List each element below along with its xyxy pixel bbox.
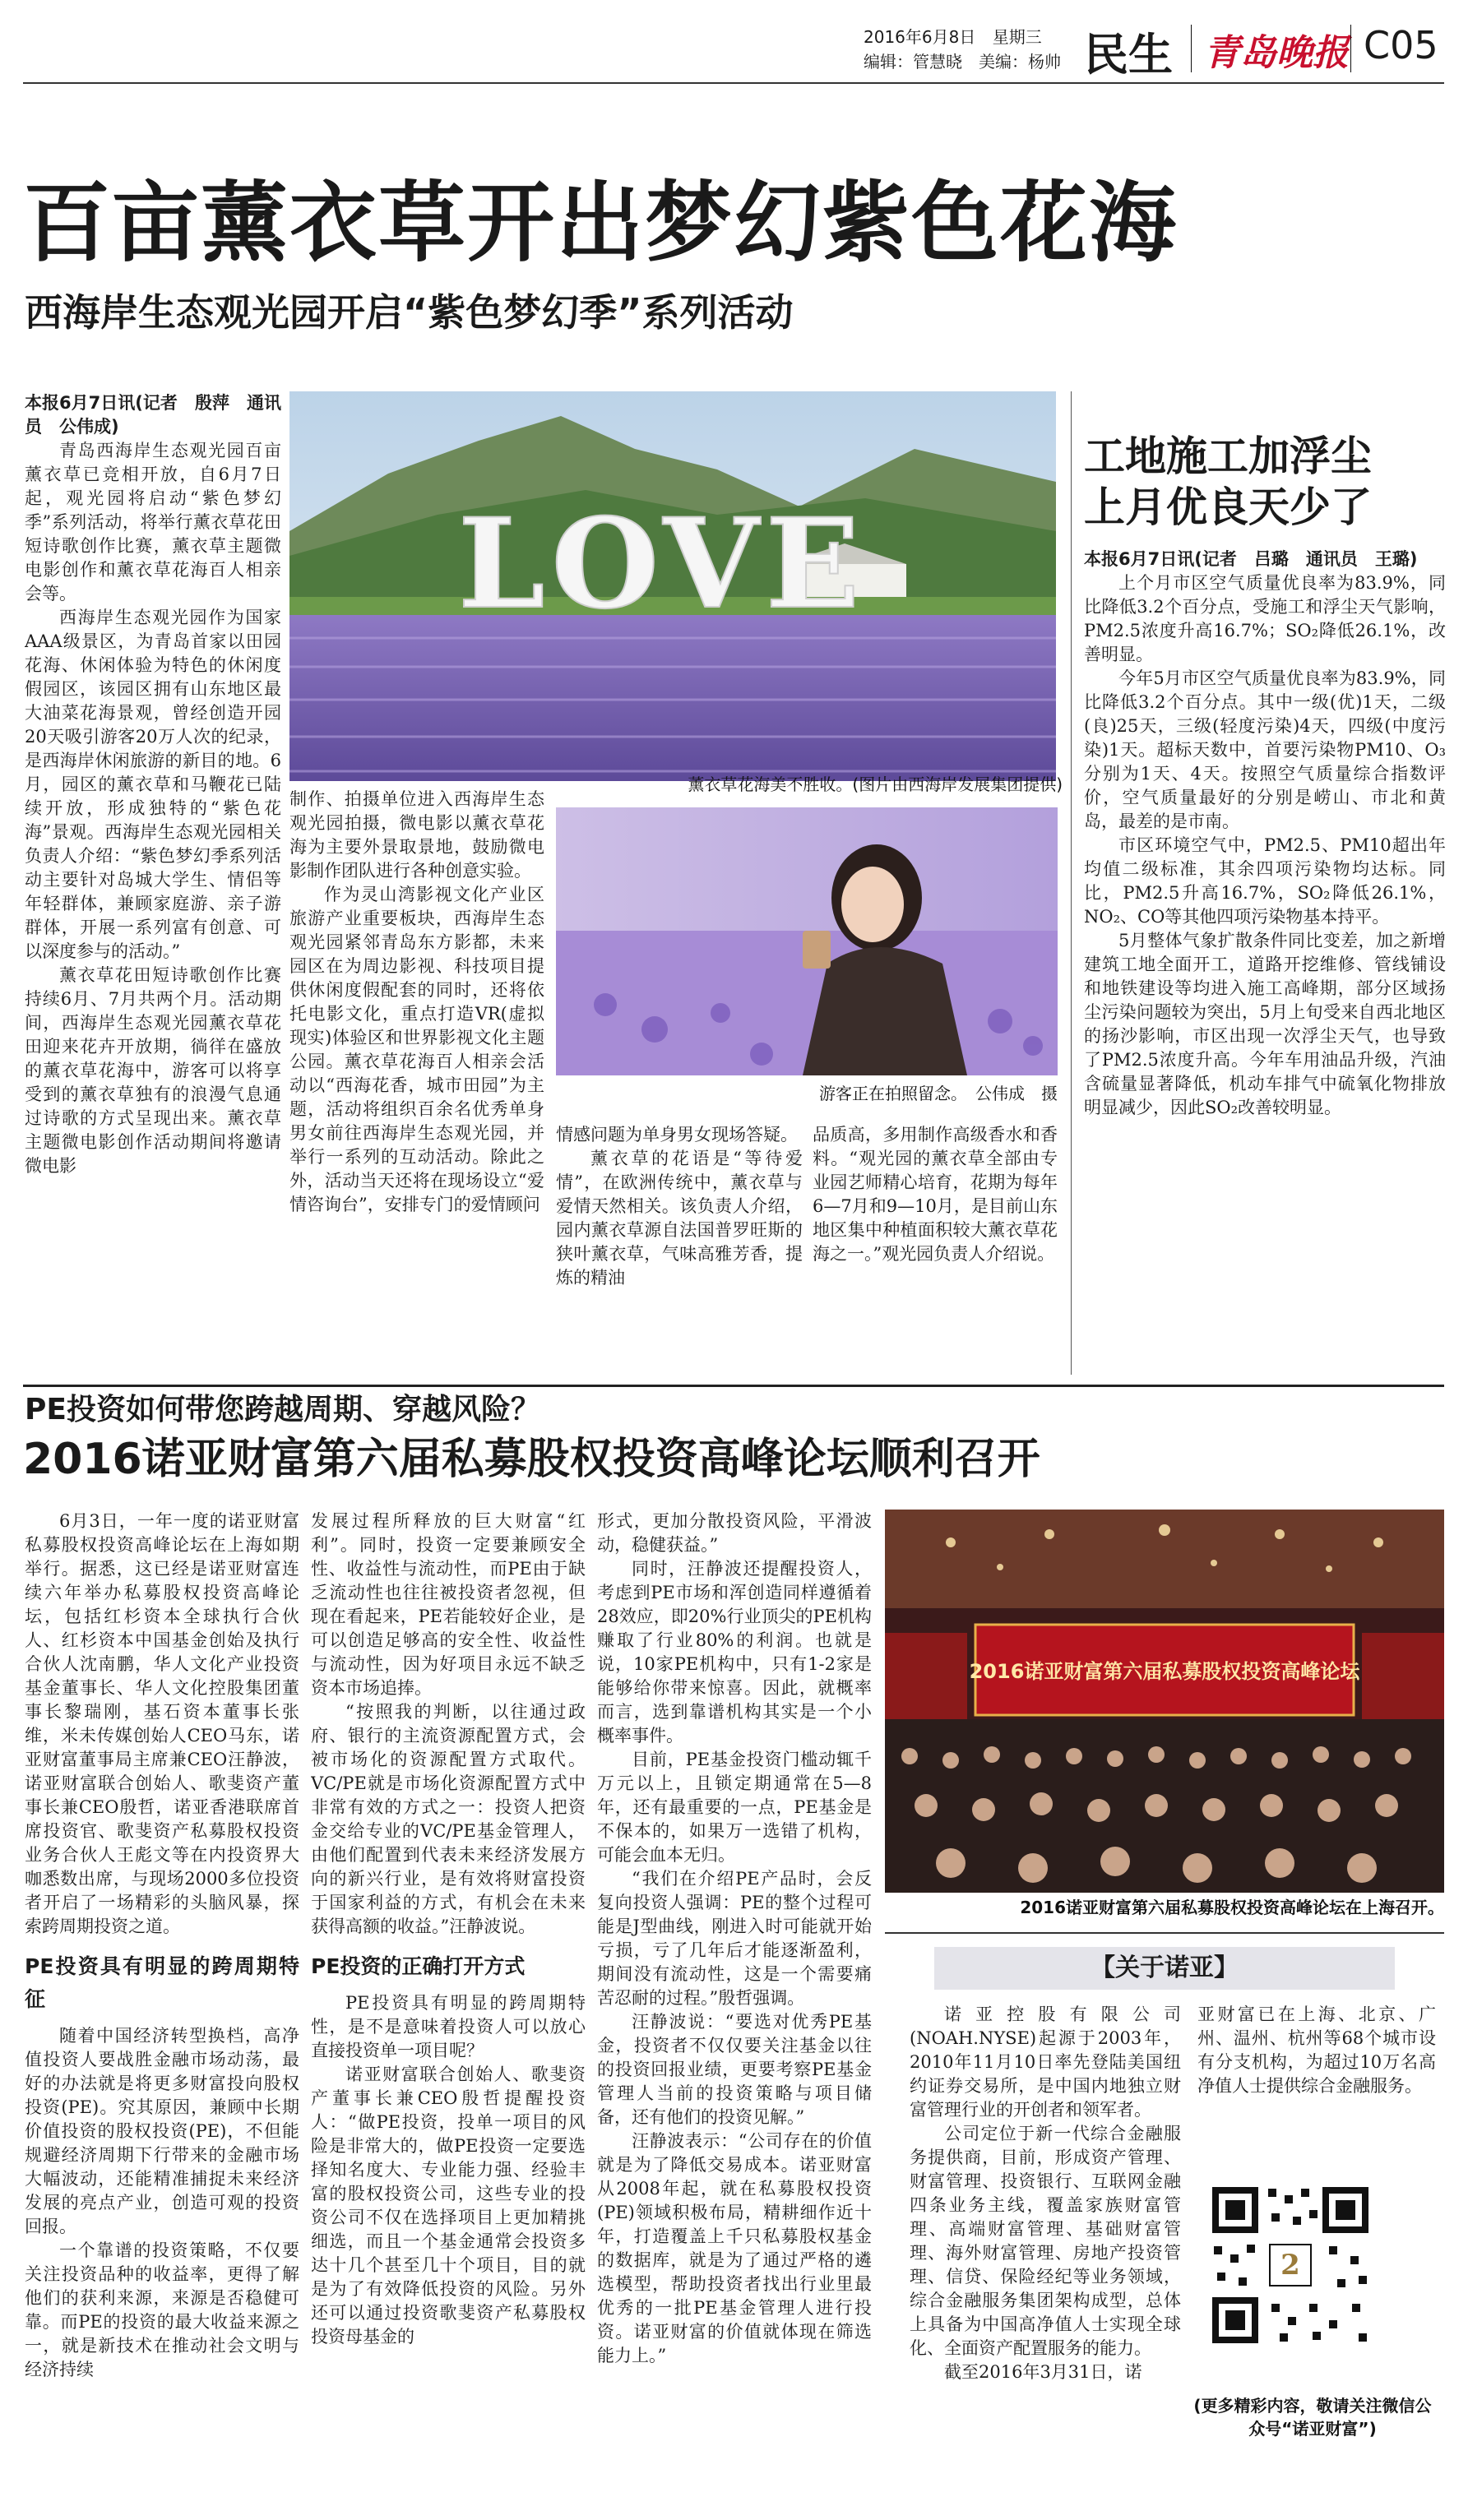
story3-column-1	[25, 1510, 299, 2496]
paragraph: 上个月市区空气质量优良率为83.9%，同比降低3.2个百分点，受施工和浮尘天气影响，PM2.5浓度升高16.7%；SO₂降低26.1%，改善明显。	[1084, 573, 1446, 664]
paragraph: 青岛西海岸生态观光园百亩薰衣草已竞相开放，自6月7日起，观光园将启动“紫色梦幻季”系列活动，将举行薰衣草花田短诗歌创作比赛，薰衣草主题微电影创作和薰衣草花海百人相亲会等。	[25, 441, 281, 603]
story3-subhead-1: PE投资具有明显的跨周期特征	[25, 1954, 299, 2011]
paragraph: 西海岸生态观光园作为国家AAA级景区，为青岛首家以田园花海、休闲体验为特色的休闲度假园区，该园区拥有山东地区最大油菜花海景观，曾经创造开园20天吸引游客20万人次的纪录，是西海岸休闲旅游的新目的地。6月，园区的薰衣草和马鞭花已陆续开放，形成独特的“紫色花海”景观。西海岸生态观光园相关负责人介绍：“紫色梦幻季系列活动主要针对岛城大学生、情侣等年轻群体，兼顾家庭游、亲子游群体，开展一系列富有创意、可以深度参与的活动。”	[25, 608, 281, 961]
forum-photo-caption: 2016诺亚财富第六届私募股权投资高峰论坛在上海召开。	[1020, 1898, 1444, 1917]
paragraph: “按照我的判断，以往通过政府、银行的主流资源配置方式，会被市场化的资源配置方式取代。VC/PE就是市场化资源配置方式中非常有效的方式之一：投资人把资金交给专业的VC/PE基金管理人，由他们配置到代表未来经济发展方向的新兴行业，是有效将财富投资于国家利益的方式，有机会在未来获得高额的收益。”汪静波说。	[311, 1702, 586, 1936]
story1-column-2	[289, 788, 544, 1380]
story2-headline	[1084, 431, 1446, 533]
tourist-photo	[556, 807, 1058, 1075]
column-divider	[1071, 391, 1072, 1375]
about-box	[885, 1932, 1444, 2501]
paragraph: 今年5月市区空气质量优良率为83.9%，同比降低3.2个百分点。其中一级(优)1天，二级(良)25天，三级(轻度污染)4天，四级(中度污染)1天。超标天数中，首要污染物PM10、O₃分别为1天、4天。按照空气质量综合指数评价，空气质量最好的分别是崂山、市北和黄岛，最差的是市南。	[1084, 668, 1446, 831]
story3-subhead-2: PE投资的正确打开方式	[311, 1954, 526, 1978]
paragraph: PE投资具有明显的跨周期特性，是不是意味着投资人可以放心直接投资单一项目呢？	[311, 1993, 586, 2060]
qr-code[interactable]	[1206, 2180, 1375, 2350]
paragraph: 汪静波表示：“公司存在的价值就是为了降低交易成本。诺亚财富从2008年起，就在私募股权投资(PE)领域积极布局，精耕细作近十年，打造覆盖上千只私募股权基金的数据库，就是为了通过严格的遴选模型，帮助投资者找出行业里最优秀的一批PE基金管理人进行投资。诺亚财富的价值就体现在筛选能力上。”	[597, 2131, 872, 2365]
paragraph: 诺亚财富联合创始人、歌斐资产董事长兼CEO殷哲提醒投资人：“做PE投资，投单一项目的风险是非常大的，做PE投资一定要选择知名度大、专业能力强、经验丰富的股权投资公司，这些专业的投资公司不仅在选择项目上更加精挑细选，而且一个基金通常会投资多达十几个甚至几十个项目，目的就是为了有效降低投资的风险。另外还可以通过投资歌斐资产私募股权投资母基金的	[311, 2065, 586, 2347]
photo1-caption: 薰衣草花海美不胜收。(图片由西海岸发展集团提供)	[688, 774, 1063, 794]
header-divider	[1191, 25, 1192, 72]
paragraph: 亚财富已在上海、北京、广州、温州、杭州等68个城市设有分支机构，为超过10万名高净值人士提供综合金融服务。	[1197, 2004, 1436, 2096]
forum-photo-illustration	[885, 1510, 1444, 1893]
tourist-photo-illustration	[556, 807, 1058, 1075]
header-divider-2	[1350, 25, 1351, 72]
lavender-field-illustration	[289, 391, 1056, 781]
forum-banner-text: 2016诺亚财富第六届私募股权投资高峰论坛	[969, 1660, 1360, 1683]
about-column-2	[1197, 2003, 1436, 2151]
header-date-block	[864, 25, 1061, 74]
story1-byline: 本报6月7日讯(记者 殷萍 通讯员 公伟成)	[25, 393, 281, 437]
paragraph: 随着中国经济转型换档，高净值投资人要战胜金融市场动荡，最好的办法就是将更多财富投向股权投资(PE)。究其原因，兼顾中长期价值投资的股权投资(PE)，不但能规避经济周期下行带来的金融市场大幅波动，还能精准捕捉未来经济发展的亮点产业，创造可观的投资回报。	[25, 2026, 299, 2236]
photo2-caption: 游客正在拍照留念。 公伟成 摄	[819, 1084, 1058, 1103]
paragraph: 一个靠谱的投资策略，不仅要关注投资品种的收益率，更得了解他们的获利来源，来源是否稳健可靠。而PE的投资的最大收益来源之一，就是新技术在推动社会文明与经济持续	[25, 2240, 299, 2379]
paragraph: 发展过程所释放的巨大财富“红利”。同时，投资一定要兼顾安全性、收益性与流动性，而PE由于缺乏流动性也往往被投资者忽视，但现在看起来，PE若能较好企业，是可以创造足够高的安全性、收益性与流动性，因为好项目永远不缺乏资本市场追捧。	[311, 1511, 586, 1698]
paragraph: 截至2016年3月31日，诺	[944, 2362, 1142, 2382]
paragraph: 目前，PE基金投资门槛动辄千万元以上，且锁定期通常在5—8年，还有最重要的一点，PE基金是不保本的，如果万一选错了机构，可能会血本无归。	[597, 1750, 872, 1865]
qr-code-icon	[1206, 2180, 1375, 2350]
paragraph: 同时，汪静波还提醒投资人，考虑到PE市场和浑创造同样遵循着28效应，即20%行业顶尖的PE机构赚取了行业80%的利润。也就是说，10家PE机构中，只有1-2家是能够给你带来惊喜。因此，就概率而言，选到靠谱机构其实是一个小概率事件。	[597, 1559, 872, 1746]
qr-caption: (更多精彩内容，敬请关注微信公众号“诺亚财富”)	[1193, 2396, 1432, 2439]
paragraph: 6月3日，一年一度的诺亚财富私募股权投资高峰论坛在上海如期举行。据悉，这已经是诺亚财富连续六年举办私募股权投资高峰论坛，包括红杉资本全球执行合伙人、红杉资本中国基金创始及执行合伙人沈南鹏，华人文化产业投资基金董事长、华人文化控股集团董事长黎瑞刚，基石资本董事长张维，米未传媒创始人CEO马东，诺亚财富董事局主席兼CEO汪静波，诺亚财富联合创始人、歌斐资产董事长兼CEO殷哲，诺亚香港联席首席投资官、歌斐资产私募股权投资业务合伙人王彪文等在内投资界大咖悉数出席，与现场2000多位投资者开启了一场精彩的头脑风暴，探索跨周期投资之道。	[25, 1511, 299, 1936]
paragraph: 制作、拍摄单位进入西海岸生态观光园拍摄，微电影以薰衣草花海为主要外景取景地，鼓励微电影制作团队进行各种创意实验。	[289, 789, 544, 881]
paragraph: “我们在介绍PE产品时，会反复向投资人强调：PE的整个过程可能是J型曲线，刚进入时可能就开始亏损，亏了几年后才能逐渐盈利，期间没有流动性，这是一个需要痛苦忍耐的过程。”殷哲强调。	[597, 1869, 872, 2008]
story3-column-3	[597, 1510, 872, 2496]
story2-body	[1084, 548, 1446, 1378]
about-column-1	[910, 2003, 1181, 2496]
story3-headline: 2016诺亚财富第六届私募股权投资高峰论坛顺利召开	[23, 1435, 1040, 1484]
page-number: C05	[1364, 23, 1438, 67]
header-date: 2016年6月8日	[864, 27, 976, 47]
paragraph: 5月整体气象扩散条件同比变差，加之新增建筑工地全面开工，道路开挖维修、管线铺设和地铁建设等均进入施工高峰期，部分区域扬尘污染问题较为突出，5月上旬受来自西北地区的扬沙影响，市区出现一次浮尘天气，也导致了PM2.5浓度升高。今年车用油品升级，汽油含硫量显著降低，机动车排气中硫氧化物排放明显减少，因此SO₂改善较明显。	[1084, 931, 1446, 1117]
paragraph: 汪静波说：“要选对优秀PE基金，投资者不仅仅要关注基金以往的投资回报业绩，更要考察PE基金管理人当前的投资策略与项目储备，还有他们的投资见解。”	[597, 2012, 872, 2127]
forum-photo	[885, 1510, 1444, 1893]
story3-kicker: PE投资如何带您跨越周期、穿越风险？	[25, 1393, 540, 1426]
lavender-field-photo	[289, 391, 1056, 781]
paragraph: 品质高，多用制作高级香水和香料。“观光园的薰衣草全部由专业园艺师精心培育，花期为每年6—7月和9—10月，是目前山东地区集中种植面积较大薰衣草花海之一。”观光园负责人介绍说。	[813, 1125, 1058, 1264]
story1-headline: 百亩薰衣草开出梦幻紫色花海	[23, 173, 1178, 274]
love-sign: LOVE	[458, 492, 867, 636]
header-rule	[23, 82, 1444, 84]
paragraph: 情感问题为单身男女现场答疑。	[556, 1125, 798, 1144]
paragraph: 公司定位于新一代综合金融服务提供商，目前，形成资产管理、财富管理、投资银行、互联网金融四条业务主线，覆盖家族财富管理、高端财富管理、基础财富管理、海外财富管理、房地产投资管理、信贷、保险经纪等业务领域，综合金融服务集团架构成型，总体上具备为中国高净值人士实现全球化、全面资产配置服务的能力。	[910, 2124, 1181, 2358]
paragraph: 作为灵山湾影视文化产业区旅游产业重要板块，西海岸生态观光园紧邻青岛东方影都，未来园区在为周边影视、科技项目提供休闲度假配套的同时，还将依托电影文化，重点打造VR(虚拟现实)体验区和世界影视文化主题公园。薰衣草花海百人相亲会活动以“西海花香，城市田园”为主题，活动将组织百余名优秀单身男女前往西海岸生态观光园，并举行一系列的互动活动。除此之外，活动当天还将在现场设立“爱情咨询台”，安排专门的爱情顾问	[289, 885, 544, 1214]
paragraph: 形式，更加分散投资风险，平滑波动，稳健获益。”	[597, 1511, 872, 1555]
section-name: 民生	[1084, 29, 1173, 81]
paragraph: 薰衣草的花语是“等待爱情”，在欧洲传统中，薰衣草与爱情天然相关。该负责人介绍，园内薰衣草源自法国普罗旺斯的狭叶薰衣草，气味高雅芳香，提炼的精油	[556, 1149, 803, 1288]
story2-byline: 本报6月7日讯(记者 吕璐 通讯员 王璐)	[1084, 549, 1418, 569]
paragraph: 诺亚控股有限公司(NOAH.NYSE)起源于2003年，2010年11月10日率先登陆美国纽约证券交易所，是中国内地独立财富管理行业的开创者和领军者。	[910, 2004, 1181, 2120]
section-rule	[23, 1385, 1444, 1387]
paragraph: 薰衣草花田短诗歌创作比赛持续6月、7月共两个月。活动期间，西海岸生态观光园薰衣草花田迎来花卉开放期，徜徉在盛放的薰衣草花海中，游客可以将享受到的薰衣草独有的浪漫气息通过诗歌的方式呈现出来。薰衣草主题微电影创作活动期间将邀请微电影	[25, 965, 281, 1176]
story1-subhead: 西海岸生态观光园开启“紫色梦幻季”系列活动	[25, 290, 794, 335]
paragraph: 市区环境空气中，PM2.5、PM10超出年均值二级标准，其余四项污染物均达标。同比，PM2.5升高16.7%，SO₂降低26.1%，NO₂、CO等其他四项污染物基本持平。	[1084, 835, 1446, 927]
header-weekday: 星期三	[992, 27, 1042, 47]
story3-column-2	[311, 1510, 586, 2496]
svg-text:2: 2	[1280, 2249, 1300, 2282]
header-editors: 编辑：管慧晓 美编：杨帅	[864, 52, 1061, 72]
story2-headline-line2: 上月优良天少了	[1084, 483, 1372, 531]
about-title: 【关于诺亚】	[934, 1947, 1395, 1990]
story2-headline-line1: 工地施工加浮尘	[1084, 432, 1372, 480]
newspaper-logo: 青岛晚报	[1204, 32, 1349, 74]
story1-column-4	[813, 1123, 1058, 1378]
story1-column-1	[25, 391, 281, 1378]
story1-column-3	[556, 1123, 803, 1378]
